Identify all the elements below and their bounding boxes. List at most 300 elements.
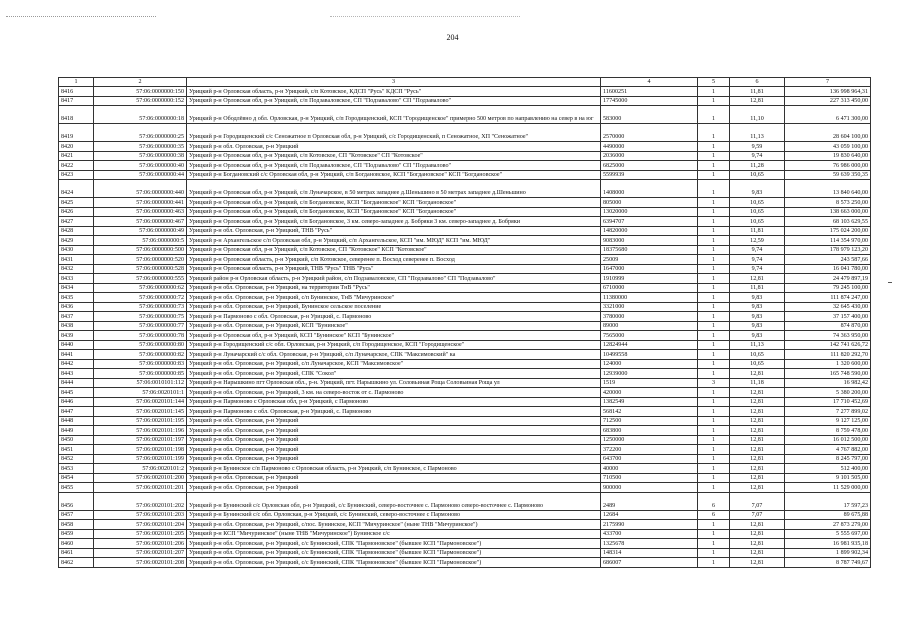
row-number: 8455 <box>59 483 94 493</box>
row-number: 8433 <box>59 274 94 284</box>
location-description: Урицкий р-н Бунинский с/с обл. Орловская, р-н Урицкий, с/с Бунинский, северо-восточнее с Пармоново <box>187 510 601 520</box>
row-number: 8437 <box>59 312 94 322</box>
table-row <box>59 255 871 265</box>
row-number: 8434 <box>59 283 94 293</box>
table-row <box>59 464 871 474</box>
rate-value: 9,83 <box>730 331 785 341</box>
location-description: Урицкий р-н обл. Орловская, р-н Урицкий <box>187 473 601 483</box>
cadastral-cost: 27 873 279,00 <box>785 520 871 530</box>
cadastral-number: 57:06:0000000:75 <box>94 312 187 322</box>
column-header: 7 <box>785 78 871 87</box>
category-value: 1 <box>698 407 730 417</box>
rate-value: 11,81 <box>730 87 785 97</box>
area-value: 148314 <box>601 548 698 558</box>
cadastral-number: 57:06:0010101:112 <box>94 378 187 388</box>
table-row <box>59 369 871 379</box>
rate-value: 10,65 <box>730 350 785 360</box>
rate-value: 12,81 <box>730 548 785 558</box>
area-value: 13020000 <box>601 207 698 217</box>
cadastral-number: 57:06:0020101:207 <box>94 548 187 558</box>
table-body <box>59 87 871 568</box>
table-row <box>59 312 871 322</box>
area-value: 2036000 <box>601 151 698 161</box>
rate-value: 12,81 <box>730 388 785 398</box>
category-value: 1 <box>698 198 730 208</box>
area-value: 568142 <box>601 407 698 417</box>
area-value: 6710000 <box>601 283 698 293</box>
row-number: 8438 <box>59 321 94 331</box>
table-row <box>59 151 871 161</box>
location-description: Урицкий р-н Орловская область, р-н Урицкий, ТНВ "Русь" ТНВ "Русь" <box>187 264 601 274</box>
column-header: 6 <box>730 78 785 87</box>
category-value: 1 <box>698 124 730 142</box>
rate-value: 10,65 <box>730 207 785 217</box>
location-description: Урицкий р-н Богдановский с/с Орловская обл, р-н Урицкий, с/п Богдановское, КСП "Богдановское" КСП "Богдановское" <box>187 170 601 180</box>
rate-value: 12,81 <box>730 274 785 284</box>
location-description: Урицкий р-н Городищенский с/с Сеножатное п Орловская обл, р-н Урицкий, с/с Городищенский, п Сеножатное, ХП "Сеножатное" <box>187 124 601 142</box>
category-value: 1 <box>698 245 730 255</box>
cadastral-number: 57:06:0000000:18 <box>94 106 187 124</box>
category-value: 1 <box>698 369 730 379</box>
area-value: 5599939 <box>601 170 698 180</box>
location-description: Урицкий р-н обл. Орловская, р-н Урицкий <box>187 445 601 455</box>
location-description: Урицкий р-н КСП "Мичуринское" (ныне ТНВ "Мичуринское") Бунинское с/с <box>187 529 601 539</box>
category-value: 1 <box>698 454 730 464</box>
location-description: Урицкий р-н Пармоново с Орловская обл, р-н Урицкий, с Пармоново <box>187 397 601 407</box>
location-description: Урицкий р-н Орловская обл, р-н Урицкий, с/п Подзавалoвское, СП "Подзавалово" СП "Подзавалово" <box>187 161 601 171</box>
cadastral-number: 57:06:0000000:500 <box>94 245 187 255</box>
cadastral-cost: 138 663 000,00 <box>785 207 871 217</box>
location-description: Урицкий р-н Нарышкино пгт Орловская обл., р-н. Урицкий, пгт. Нарышкино ул. Соловьиная Роща Соловьиная Роща ул <box>187 378 601 388</box>
table-row <box>59 378 871 388</box>
table-row <box>59 283 871 293</box>
rate-value: 12,81 <box>730 426 785 436</box>
area-value: 3321000 <box>601 302 698 312</box>
table-row <box>59 454 871 464</box>
category-value: 1 <box>698 236 730 246</box>
area-value: 1382549 <box>601 397 698 407</box>
row-number: 8456 <box>59 492 94 510</box>
rate-value: 9,59 <box>730 142 785 152</box>
table-row <box>59 473 871 483</box>
row-number: 8454 <box>59 473 94 483</box>
row-number: 8445 <box>59 388 94 398</box>
column-header: 1 <box>59 78 94 87</box>
rate-value: 10,65 <box>730 170 785 180</box>
area-value: 420000 <box>601 388 698 398</box>
category-value: 1 <box>698 520 730 530</box>
location-description: Урицкий р-н обл. Орловская, р-н Урицкий, с/с Бунинский, СПК "Пармоновское" (бывшее КСП "Пармоновское") <box>187 558 601 568</box>
cadastral-number: 57:06:0020101:208 <box>94 558 187 568</box>
scan-artifact-mark <box>888 282 892 283</box>
area-value: 6825000 <box>601 161 698 171</box>
area-value: 10499558 <box>601 350 698 360</box>
cadastral-cost: 8 787 749,67 <box>785 558 871 568</box>
table-row <box>59 340 871 350</box>
rate-value: 9,83 <box>730 293 785 303</box>
area-value: 124000 <box>601 359 698 369</box>
cadastral-number: 57:06:0020101:1 <box>94 388 187 398</box>
table-row <box>59 350 871 360</box>
area-value: 12684 <box>601 510 698 520</box>
category-value: 1 <box>698 96 730 106</box>
cadastral-cost: 6 471 300,00 <box>785 106 871 124</box>
cadastral-cost: 17 710 452,69 <box>785 397 871 407</box>
table-row <box>59 397 871 407</box>
category-value: 1 <box>698 548 730 558</box>
category-value: 1 <box>698 151 730 161</box>
category-value: 6 <box>698 510 730 520</box>
row-number: 8440 <box>59 340 94 350</box>
area-value: 900000 <box>601 483 698 493</box>
table-row <box>59 207 871 217</box>
rate-value: 7,07 <box>730 510 785 520</box>
rate-value: 9,83 <box>730 321 785 331</box>
table-row <box>59 217 871 227</box>
rate-value: 12,81 <box>730 473 785 483</box>
row-number: 8451 <box>59 445 94 455</box>
cadastral-cost: 512 400,00 <box>785 464 871 474</box>
rate-value: 12,81 <box>730 539 785 549</box>
cadastral-number: 57:06:0000000:25 <box>94 124 187 142</box>
area-value: 1647000 <box>601 264 698 274</box>
cadastral-cost: 74 363 950,00 <box>785 331 871 341</box>
table-row <box>59 124 871 142</box>
cadastral-cost: 79 245 100,00 <box>785 283 871 293</box>
cadastral-cost: 16 982,42 <box>785 378 871 388</box>
rate-value: 12,81 <box>730 483 785 493</box>
table-row <box>59 483 871 493</box>
area-value: 2175990 <box>601 520 698 530</box>
cadastral-cost: 16 012 500,00 <box>785 435 871 445</box>
category-value: 1 <box>698 106 730 124</box>
location-description: Урицкий р-н Городищенский с/с обл. Орловская, р-н Урицкий, с/п Городищенское, КСП "Городищенское" <box>187 340 601 350</box>
table-row <box>59 106 871 124</box>
rate-value: 9,83 <box>730 180 785 198</box>
rate-value: 9,83 <box>730 302 785 312</box>
cadastral-number: 57:06:0020101:196 <box>94 426 187 436</box>
location-description: Урицкий р-н Луначарский с/с обл. Орловская, р-н Урицкий, с/п Луначарское, СПК "Максимовский" ка <box>187 350 601 360</box>
area-value: 17745000 <box>601 96 698 106</box>
location-description: Урицкий р-н обл. Орловская, р-н Урицкий, с/п Луначарское, КСП "Максимовское" <box>187 359 601 369</box>
cadastral-number: 57:06:0020101:201 <box>94 483 187 493</box>
table-row <box>59 245 871 255</box>
cadastral-cost: 24 479 897,19 <box>785 274 871 284</box>
category-value: 1 <box>698 161 730 171</box>
area-value: 25009 <box>601 255 698 265</box>
area-value: 1408000 <box>601 180 698 198</box>
location-description: Урицкий р-н обл. Орловская, р-н Урицкий, с/п Бунинское, ТнВ "Мичуринское" <box>187 293 601 303</box>
rate-value: 11,13 <box>730 124 785 142</box>
cadastral-number: 57:06:0000000:555 <box>94 274 187 284</box>
rate-value: 9,74 <box>730 245 785 255</box>
rate-value: 11,10 <box>730 106 785 124</box>
cadastral-cost: 8 759 478,00 <box>785 426 871 436</box>
location-description: Урицкий р-н Орловская обл, р-н Урицкий, с/п Котовское, СП "Котовское" СП "Котовское" <box>187 151 601 161</box>
cadastral-number: 57:06:0000000:85 <box>94 369 187 379</box>
cadastral-number: 57:06:0000000:528 <box>94 264 187 274</box>
cadastral-number: 57:06:0000000:78 <box>94 331 187 341</box>
cadastral-cost: 227 313 450,00 <box>785 96 871 106</box>
area-value: 12939000 <box>601 369 698 379</box>
row-number: 8416 <box>59 87 94 97</box>
page-number: 204 <box>446 33 459 42</box>
category-value: 1 <box>698 331 730 341</box>
rate-value: 11,28 <box>730 161 785 171</box>
category-value: 1 <box>698 529 730 539</box>
location-description: Урицкий р-н Орловская обл, р-н Урицкий, с/п Богдановское, 3 км. северо-западнее д. Бобряки 3 км. северо-западнее д. Бобряки <box>187 217 601 227</box>
rate-value: 12,81 <box>730 435 785 445</box>
area-value: 11380000 <box>601 293 698 303</box>
area-value: 1325678 <box>601 539 698 549</box>
cadastral-cost: 874 870,00 <box>785 321 871 331</box>
column-header: 2 <box>94 78 187 87</box>
area-value: 712500 <box>601 416 698 426</box>
table-row <box>59 435 871 445</box>
rate-value: 9,83 <box>730 312 785 322</box>
area-value: 7565000 <box>601 331 698 341</box>
cadastral-cost: 8 573 250,00 <box>785 198 871 208</box>
table-row <box>59 142 871 152</box>
category-value: 1 <box>698 388 730 398</box>
area-value: 4490000 <box>601 142 698 152</box>
table-row <box>59 331 871 341</box>
rate-value: 12,81 <box>730 397 785 407</box>
table-row <box>59 426 871 436</box>
cadastral-cost: 178 979 123,20 <box>785 245 871 255</box>
scan-artifact-line <box>6 16 156 19</box>
area-value: 89000 <box>601 321 698 331</box>
category-value: 1 <box>698 170 730 180</box>
category-value: 1 <box>698 312 730 322</box>
rate-value: 12,81 <box>730 96 785 106</box>
cadastral-number: 57:06:0000000:152 <box>94 96 187 106</box>
row-number: 8448 <box>59 416 94 426</box>
location-description: Урицкий р-н обл. Орловская, р-н Урицкий <box>187 142 601 152</box>
area-value: 3780000 <box>601 312 698 322</box>
area-value: 643700 <box>601 454 698 464</box>
cadastral-cost: 7 277 899,02 <box>785 407 871 417</box>
cadastral-cost: 76 986 000,00 <box>785 161 871 171</box>
cadastral-number: 57:06:0020101:206 <box>94 539 187 549</box>
row-number: 8436 <box>59 302 94 312</box>
cadastral-cost: 9 101 505,00 <box>785 473 871 483</box>
rate-value: 12,81 <box>730 558 785 568</box>
cadastral-cost: 1 899 902,34 <box>785 548 871 558</box>
area-value: 805000 <box>601 198 698 208</box>
table-row <box>59 302 871 312</box>
location-description: Урицкий р-н обл. Орловская, р-н Урицкий, ТНВ "Русь" <box>187 226 601 236</box>
rate-value: 12,81 <box>730 454 785 464</box>
rate-value: 12,59 <box>730 236 785 246</box>
registry-table <box>58 77 871 568</box>
rate-value: 12,81 <box>730 464 785 474</box>
area-value: 11600251 <box>601 87 698 97</box>
category-value: 1 <box>698 302 730 312</box>
location-description: Урицкий р-н обл. Орловская, р-н Урицкий, с/с Бунинский, СПК "Пармоновское" (бывшее КСП "Пармоновское") <box>187 548 601 558</box>
cadastral-number: 57:06:0000000:463 <box>94 207 187 217</box>
table-row <box>59 548 871 558</box>
row-number: 8447 <box>59 407 94 417</box>
rate-value: 9,74 <box>730 264 785 274</box>
area-value: 433700 <box>601 529 698 539</box>
category-value: 1 <box>698 217 730 227</box>
category-value: 3 <box>698 378 730 388</box>
cadastral-cost: 4 767 882,00 <box>785 445 871 455</box>
location-description: Урицкий р-н обл. Орловская, р-н Урицкий, на территории ТнВ "Русь" <box>187 283 601 293</box>
area-value: 372200 <box>601 445 698 455</box>
cadastral-cost: 8 245 797,00 <box>785 454 871 464</box>
category-value: 1 <box>698 87 730 97</box>
cadastral-number: 57:06:0000000:44 <box>94 170 187 180</box>
scan-artifact-line <box>330 16 520 19</box>
row-number: 8422 <box>59 161 94 171</box>
cadastral-cost: 32 645 430,00 <box>785 302 871 312</box>
location-description: Урицкий р-н Пармоново с обл. Орловская, р-н Урицкий, с. Пармоново <box>187 407 601 417</box>
location-description: Урицкий р-н Бунинский с/с Орловская обл, р-н Урицкий, с/с Бунинский, северо-восточнее с. Пармоново северо-восточнее с. Пармоново <box>187 492 601 510</box>
category-value: 1 <box>698 180 730 198</box>
row-number: 8429 <box>59 236 94 246</box>
row-number: 8453 <box>59 464 94 474</box>
location-description: Урицкий район р-н Орловская область, р-н Урицкий район, с/п Подзавалoвское, СП "Подзавалово" СП "Подзавалово" <box>187 274 601 284</box>
cadastral-cost: 28 604 100,00 <box>785 124 871 142</box>
location-description: Урицкий р-н обл. Орловская, р-н Урицкий <box>187 483 601 493</box>
area-value: 14820000 <box>601 226 698 236</box>
row-number: 8459 <box>59 529 94 539</box>
cadastral-cost: 9 127 125,00 <box>785 416 871 426</box>
cadastral-cost: 13 840 640,00 <box>785 180 871 198</box>
table-row <box>59 274 871 284</box>
cadastral-cost: 59 639 350,35 <box>785 170 871 180</box>
column-header: 4 <box>601 78 698 87</box>
cadastral-cost: 5 380 200,00 <box>785 388 871 398</box>
rate-value: 11,18 <box>730 378 785 388</box>
category-value: 1 <box>698 558 730 568</box>
cadastral-cost: 165 748 590,00 <box>785 369 871 379</box>
table-row <box>59 198 871 208</box>
cadastral-number: 57:06:0020101:195 <box>94 416 187 426</box>
area-value: 6394707 <box>601 217 698 227</box>
cadastral-cost: 243 587,66 <box>785 255 871 265</box>
location-description: Урицкий р-н Орловская область, р-н Урицкий, с/п Котовское, КДСП "Русь" КДСП "Русь" <box>187 87 601 97</box>
table-row <box>59 236 871 246</box>
location-description: Урицкий р-н Орловская обл, р-н Урицкий, с/п Подзавалoвское, СП "Подзавалово" СП "Подзавалово" <box>187 96 601 106</box>
row-number: 8446 <box>59 397 94 407</box>
category-value: 1 <box>698 350 730 360</box>
cadastral-cost: 136 998 964,31 <box>785 87 871 97</box>
rate-value: 11,13 <box>730 340 785 350</box>
location-description: Урицкий р-н обл. Орловская, р-н Урицкий, КСП "Бунинское" <box>187 321 601 331</box>
location-description: Урицкий р-н обл. Орловская, р-н Урицкий <box>187 416 601 426</box>
category-value: 1 <box>698 483 730 493</box>
location-description: Урицкий р-н Орловская обл, р-н Урицкий, с/п Луначарское, в 50 метрах западнее д.Шеньшино в 50 метрах западнее д.Шеньшино <box>187 180 601 198</box>
cadastral-cost: 37 157 400,00 <box>785 312 871 322</box>
category-value: 1 <box>698 207 730 217</box>
row-number: 8439 <box>59 331 94 341</box>
row-number: 8427 <box>59 217 94 227</box>
row-number: 8420 <box>59 142 94 152</box>
rate-value: 12,81 <box>730 445 785 455</box>
location-description: Урицкий р-н Орловская обл, р-н Урицкий, КСП "Бунинское" КСП "Бунинское" <box>187 331 601 341</box>
row-number: 8461 <box>59 548 94 558</box>
rate-value: 12,81 <box>730 369 785 379</box>
area-value: 710500 <box>601 473 698 483</box>
cadastral-number: 57:06:0000000:72 <box>94 293 187 303</box>
cadastral-number: 57:06:0020101:145 <box>94 407 187 417</box>
row-number: 8425 <box>59 198 94 208</box>
rate-value: 12,81 <box>730 529 785 539</box>
category-value: 1 <box>698 255 730 265</box>
rate-value: 11,81 <box>730 283 785 293</box>
cadastral-cost: 175 024 200,00 <box>785 226 871 236</box>
category-value: 1 <box>698 445 730 455</box>
category-value: 1 <box>698 264 730 274</box>
table-row <box>59 407 871 417</box>
table-row <box>59 539 871 549</box>
rate-value: 9,74 <box>730 151 785 161</box>
category-value: 1 <box>698 539 730 549</box>
row-number: 8424 <box>59 180 94 198</box>
cadastral-number: 57:06:0020101:205 <box>94 529 187 539</box>
cadastral-number: 57:06:0020101:199 <box>94 454 187 464</box>
location-description: Урицкий р-н обл. Орловская, р-н Урицкий, 3 км. на северо-восток от с. Пармоново <box>187 388 601 398</box>
location-description: Урицкий р-н Бунинское с/п Пармоново с Орловская область, р-н Урицкий, с/п Бунинское, с Пармоново <box>187 464 601 474</box>
table-row <box>59 96 871 106</box>
cadastral-cost: 89 675,88 <box>785 510 871 520</box>
area-value: 9083000 <box>601 236 698 246</box>
cadastral-cost: 111 874 247,00 <box>785 293 871 303</box>
table-row <box>59 492 871 510</box>
cadastral-number: 57:06:0000000:150 <box>94 87 187 97</box>
location-description: Урицкий р-н обл. Орловская, р-н Урицкий, СПК "Сокол" <box>187 369 601 379</box>
row-number: 8426 <box>59 207 94 217</box>
location-description: Урицкий р-н обл. Орловская, р-н Урицкий <box>187 454 601 464</box>
location-description: Урицкий р-н Ободлёвно д обл. Орловская, р-н Урицкий, с/п Городищенский, КСП "Городищенское" примерно 500 метров по направлению на север в на юг <box>187 106 601 124</box>
cadastral-number: 57:06:0000000:62 <box>94 283 187 293</box>
row-number: 8449 <box>59 426 94 436</box>
category-value: 6 <box>698 492 730 510</box>
category-value: 1 <box>698 473 730 483</box>
rate-value: 12,81 <box>730 416 785 426</box>
cadastral-cost: 1 320 600,00 <box>785 359 871 369</box>
row-number: 8428 <box>59 226 94 236</box>
category-value: 1 <box>698 397 730 407</box>
category-value: 1 <box>698 283 730 293</box>
category-value: 1 <box>698 340 730 350</box>
row-number: 8417 <box>59 96 94 106</box>
cadastral-number: 57:06:0020101:204 <box>94 520 187 530</box>
row-number: 8452 <box>59 454 94 464</box>
row-number: 8443 <box>59 369 94 379</box>
cadastral-number: 57:06:0000000:440 <box>94 180 187 198</box>
area-value: 2489 <box>601 492 698 510</box>
cadastral-number: 57:06:0000000:467 <box>94 217 187 227</box>
table-row <box>59 170 871 180</box>
table-row <box>59 359 871 369</box>
area-value: 583000 <box>601 106 698 124</box>
category-value: 1 <box>698 416 730 426</box>
rate-value: 12,81 <box>730 520 785 530</box>
rate-value: 12,81 <box>730 407 785 417</box>
cadastral-number: 57:06:0000000:80 <box>94 340 187 350</box>
row-number: 8430 <box>59 245 94 255</box>
table-row <box>59 293 871 303</box>
rate-value: 10,65 <box>730 217 785 227</box>
rate-value: 10,65 <box>730 359 785 369</box>
cadastral-number: 57:06:0000000:83 <box>94 359 187 369</box>
cadastral-number: 57:06:0000000:82 <box>94 350 187 360</box>
table-row <box>59 520 871 530</box>
